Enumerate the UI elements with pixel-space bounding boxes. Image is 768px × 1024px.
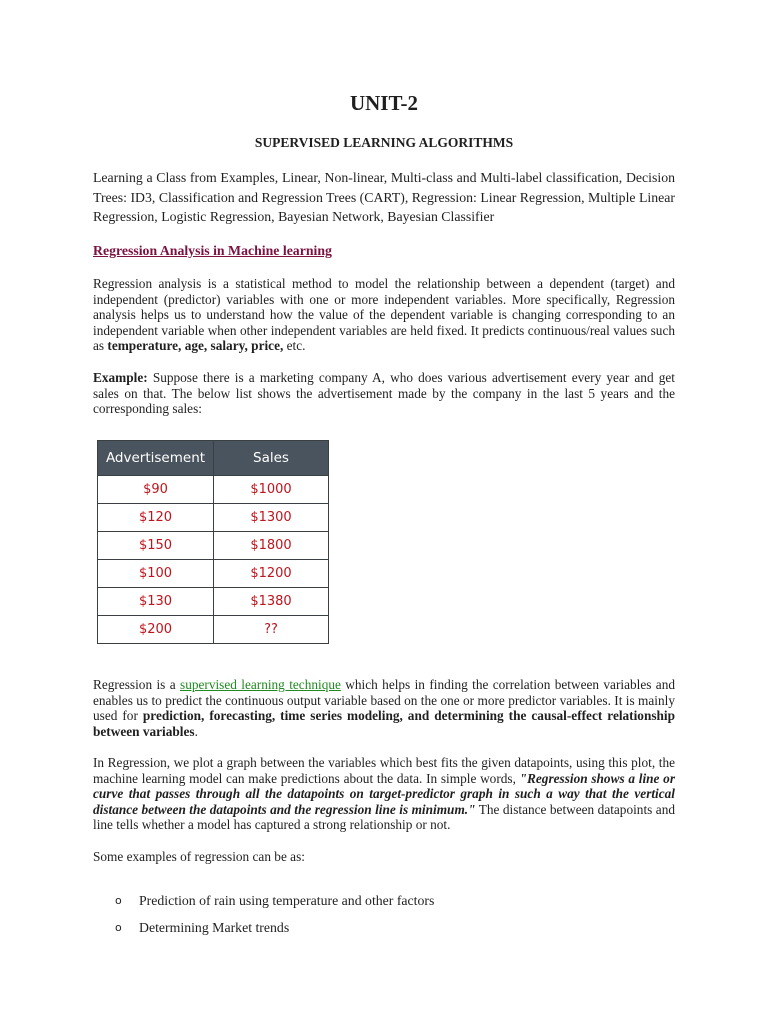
table-row — [98, 504, 329, 532]
advertisement-cell: $100 — [98, 560, 214, 588]
graph-text-after: The distance between datapoints and line tells whether a model has captured a strong relationship or not. — [93, 801, 675, 833]
table-row — [98, 560, 329, 588]
advertisement-cell: $120 — [98, 504, 214, 532]
advertisement-cell: $150 — [98, 532, 214, 560]
regression-text-after: . — [194, 723, 198, 739]
regression-uses-bold: prediction, forecasting, time series modeling, and determining the causal-effect relationship between variables — [93, 708, 676, 739]
bullet-circle-icon: o — [115, 894, 122, 907]
advertisement-cell: $200 — [98, 616, 214, 644]
example-paragraph — [93, 370, 675, 417]
sales-cell: $1300 — [214, 504, 329, 532]
table-row — [98, 616, 329, 644]
list-item — [115, 887, 434, 914]
header-advertisement: Advertisement — [98, 441, 214, 476]
intro-paragraph — [93, 276, 675, 354]
example-label: Example: — [93, 370, 148, 385]
intro-tail: etc. — [283, 338, 306, 354]
list-item-text: Determining Market trends — [139, 919, 290, 935]
regression-text-middle: which helps in finding the correlation between variables and enables us to predict the continuous output variable based on the one or more predictor variables. It is mainly used for — [93, 677, 675, 724]
regression-definition-quote: "Regression shows a line or curve that passes through all the datapoints on target-predictor graph in such a way that the vertical distance between the datapoints and the regression line is minimum." — [93, 770, 675, 817]
table-header-row — [98, 441, 329, 476]
advertisement-cell: $130 — [98, 588, 214, 616]
sales-cell: $1380 — [214, 588, 329, 616]
graph-text-before: In Regression, we plot a graph between the variables which best fits the given datapoints, using this plot, the machine learning model can make predictions about the data. In simple words, — [93, 755, 675, 786]
sales-cell: ?? — [214, 616, 329, 644]
regression-text-before: Regression is a — [93, 677, 181, 692]
list-item — [115, 914, 434, 941]
intro-text: Regression analysis is a statistical method to model the relationship between a dependent (target) and independent (predictor) variables with one or more independent variables. More specifically, Regression analysis helps us to understand how the value of the dependent variable is changing corresponding to an independent variable when other independent variables are held fixed. It predicts continuous/real values such as — [93, 276, 675, 354]
advertisement-sales-table — [97, 440, 329, 644]
supervised-learning-link[interactable]: supervised learning technique — [180, 677, 341, 692]
syllabus-paragraph: Learning a Class from Examples, Linear, Non-linear, Multi-class and Multi-label classification, Decision Trees: ID3, Classification and Regression Trees (CART), Regression: Linear Regression, Multiple Linear Regression, Logistic Regression, Bayesian Network, Bayesian Classifier — [93, 170, 675, 224]
chapter-title: SUPERVISED LEARNING ALGORITHMS — [254, 135, 514, 150]
header-sales: Sales — [214, 441, 329, 476]
table-row — [98, 532, 329, 560]
section-heading: Regression Analysis in Machine learning — [93, 243, 332, 258]
example-text: Suppose there is a marketing company A, who does various advertisement every year and get sales on that. The below list shows the advertisement made by the company in the last 5 years and the corresponding sales: — [93, 370, 675, 417]
sales-cell: $1000 — [214, 476, 329, 504]
list-item-text: Prediction of rain using temperature and other factors — [139, 892, 435, 908]
examples-list — [115, 887, 434, 941]
table-row — [98, 476, 329, 504]
unit-title: UNIT-2 — [349, 91, 419, 115]
sales-cell: $1200 — [214, 560, 329, 588]
data-table — [97, 440, 329, 644]
advertisement-cell: $90 — [98, 476, 214, 504]
sales-cell: $1800 — [214, 532, 329, 560]
intro-bold-values: temperature, age, salary, price, — [107, 338, 284, 354]
regression-definition-paragraph — [93, 677, 675, 739]
bullet-circle-icon: o — [115, 921, 122, 934]
table-row — [98, 588, 329, 616]
graph-paragraph — [93, 755, 675, 833]
examples-intro: Some examples of regression can be as: — [93, 849, 305, 864]
